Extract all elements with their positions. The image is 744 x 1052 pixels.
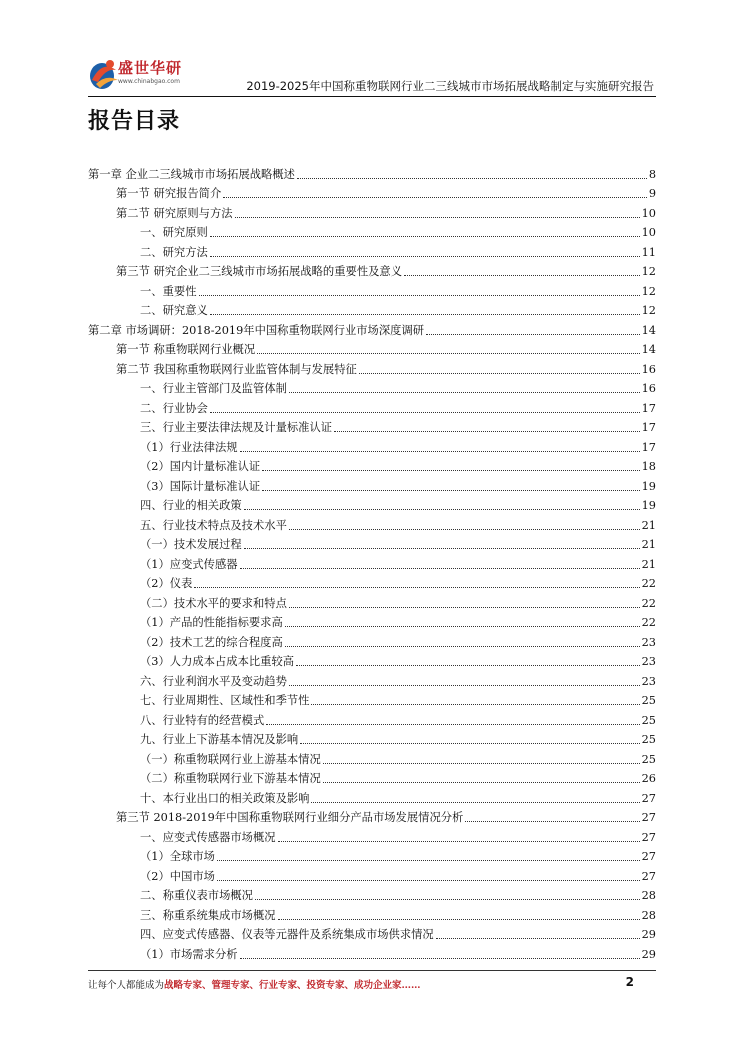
toc-entry-page: 16 xyxy=(641,362,656,376)
toc-entry-page: 17 xyxy=(641,421,656,434)
toc-entry-title: 第二节 我国称重物联网行业监管体制与发展特征 xyxy=(116,362,357,376)
toc-entry-page: 19 xyxy=(641,479,656,493)
toc-entry[interactable] xyxy=(88,825,656,845)
toc-entry-title: 第一节 研究报告简介 xyxy=(116,187,222,200)
toc-entry[interactable] xyxy=(88,747,656,767)
toc-leader-dots xyxy=(210,412,640,413)
toc-leader-dots xyxy=(210,314,640,315)
toc-entry-title: （1）全球市场 xyxy=(140,850,215,863)
toc-entry-title: 第二节 研究原则与方法 xyxy=(116,206,233,220)
toc-entry-title: 七、行业周期性、区域性和季节性 xyxy=(140,694,310,707)
toc-entry[interactable] xyxy=(88,396,656,416)
page-title: 报告目录 xyxy=(88,109,181,134)
toc-entry[interactable] xyxy=(88,669,656,689)
toc-leader-dots xyxy=(404,275,640,276)
toc-entry[interactable] xyxy=(88,299,656,319)
toc-leader-dots xyxy=(240,451,640,452)
toc-entry-page: 9 xyxy=(648,187,656,200)
toc-entry-title: 一、研究原则 xyxy=(140,226,208,239)
toc-leader-dots xyxy=(266,724,639,725)
toc-entry-page: 27 xyxy=(641,850,656,863)
toc-entry-title: 第三节 研究企业二三线城市市场拓展战略的重要性及意义 xyxy=(116,265,403,278)
footer-slogan-highlight: 战略专家、管理专家、行业专家、投资专家、成功企业家…… xyxy=(164,980,421,991)
toc-entry-title: 四、行业的相关政策 xyxy=(140,499,242,512)
toc-leader-dots xyxy=(285,626,640,627)
toc-entry-title: 第二章 市场调研：2018-2019年中国称重物联网行业市场深度调研 xyxy=(88,323,425,337)
toc-entry-page: 29 xyxy=(641,928,656,941)
toc-leader-dots xyxy=(289,529,640,530)
toc-leader-dots xyxy=(210,256,640,257)
toc-entry-page: 8 xyxy=(648,167,656,181)
page-number: 2 xyxy=(625,975,634,989)
toc-entry[interactable] xyxy=(88,201,656,221)
toc-entry-page: 26 xyxy=(641,772,656,785)
toc-leader-dots xyxy=(278,841,640,842)
toc-entry-page: 25 xyxy=(641,694,656,707)
toc-leader-dots xyxy=(257,353,639,354)
toc-entry[interactable] xyxy=(88,318,656,338)
toc-leader-dots xyxy=(289,392,640,393)
toc-entry[interactable] xyxy=(88,435,656,455)
toc-entry-page: 22 xyxy=(641,596,656,610)
toc-entry[interactable] xyxy=(88,806,656,826)
toc-entry[interactable] xyxy=(88,338,656,358)
toc-entry-page: 21 xyxy=(641,557,656,571)
toc-entry[interactable] xyxy=(88,864,656,884)
toc-entry[interactable] xyxy=(88,377,656,397)
toc-leader-dots xyxy=(289,607,640,608)
toc-entry-title: （1）产品的性能指标要求高 xyxy=(140,616,283,629)
toc-entry-title: 一、重要性 xyxy=(140,284,197,298)
toc-entry[interactable] xyxy=(88,182,656,202)
toc-leader-dots xyxy=(285,646,640,647)
footer-slogan-prefix: 让每个人都能成为 xyxy=(88,980,165,991)
toc-entry-title: （2）中国市场 xyxy=(140,869,215,883)
logo-url: www.chinabgao.com xyxy=(118,78,180,85)
toc-entry-page: 17 xyxy=(641,440,656,454)
toc-entry-page: 25 xyxy=(641,752,656,766)
toc-entry[interactable] xyxy=(88,240,656,260)
toc-entry-page: 21 xyxy=(641,518,656,532)
toc-entry[interactable] xyxy=(88,728,656,748)
toc-leader-dots xyxy=(240,958,640,959)
toc-entry[interactable] xyxy=(88,884,656,904)
toc-entry[interactable] xyxy=(88,845,656,865)
toc-entry-page: 27 xyxy=(641,869,656,883)
toc-entry-page: 16 xyxy=(641,382,656,395)
toc-entry[interactable] xyxy=(88,513,656,533)
toc-entry-page: 10 xyxy=(641,206,656,220)
toc-entry[interactable] xyxy=(88,923,656,943)
toc-leader-dots xyxy=(278,919,640,920)
toc-entry[interactable] xyxy=(88,221,656,241)
toc-entry-title: 六、行业利润水平及变动趋势 xyxy=(140,674,287,688)
toc-entry-title: （1）市场需求分析 xyxy=(140,947,238,961)
toc-leader-dots xyxy=(262,470,639,471)
toc-entry-page: 21 xyxy=(641,538,656,551)
toc-leader-dots xyxy=(300,743,639,744)
toc-entry[interactable] xyxy=(88,767,656,787)
toc-entry-page: 27 xyxy=(641,830,656,844)
table-of-contents xyxy=(88,162,656,962)
toc-entry[interactable] xyxy=(88,455,656,475)
toc-entry-page: 14 xyxy=(641,323,656,337)
toc-entry[interactable] xyxy=(88,474,656,494)
toc-leader-dots xyxy=(323,763,640,764)
toc-entry-title: （3）国际计量标准认证 xyxy=(140,479,261,493)
toc-leader-dots xyxy=(244,509,640,510)
toc-entry-page: 25 xyxy=(641,733,656,746)
toc-entry-title: 第三节 2018-2019年中国称重物联网行业细分产品市场发展情况分析 xyxy=(116,811,464,824)
toc-leader-dots xyxy=(465,821,639,822)
toc-leader-dots xyxy=(244,548,640,549)
toc-entry-title: 第一章 企业二三线城市市场拓展战略概述 xyxy=(88,167,295,181)
toc-entry[interactable] xyxy=(88,630,656,650)
toc-entry-title: （一）称重物联网行业上游基本情况 xyxy=(140,752,321,766)
toc-entry-title: （一）技术发展过程 xyxy=(140,538,242,551)
toc-leader-dots xyxy=(359,373,640,374)
toc-entry-page: 27 xyxy=(641,791,656,805)
toc-entry-title: 五、行业技术特点及技术水平 xyxy=(140,518,287,532)
toc-entry-page: 23 xyxy=(641,655,656,668)
toc-leader-dots xyxy=(311,704,639,705)
toc-entry-title: 三、称重系统集成市场概况 xyxy=(140,908,276,922)
toc-leader-dots xyxy=(289,685,640,686)
toc-entry-page: 29 xyxy=(641,947,656,961)
toc-entry[interactable] xyxy=(88,591,656,611)
toc-entry-title: 一、应变式传感器市场概况 xyxy=(140,830,276,844)
toc-entry[interactable] xyxy=(88,552,656,572)
toc-leader-dots xyxy=(323,782,640,783)
toc-entry[interactable] xyxy=(88,533,656,553)
toc-entry-title: 二、称重仪表市场概况 xyxy=(140,889,253,902)
toc-entry[interactable] xyxy=(88,162,656,182)
toc-leader-dots xyxy=(334,431,640,432)
toc-entry-title: （2）仪表 xyxy=(140,577,193,590)
toc-entry-page: 12 xyxy=(641,265,656,278)
toc-leader-dots xyxy=(194,587,639,588)
toc-leader-dots xyxy=(223,197,647,198)
toc-entry-title: 二、研究方法 xyxy=(140,245,208,259)
toc-entry[interactable] xyxy=(88,357,656,377)
toc-entry-title: （1）行业法律法规 xyxy=(140,440,238,454)
toc-leader-dots xyxy=(297,178,647,179)
toc-entry-title: （二）称重物联网行业下游基本情况 xyxy=(140,772,321,785)
toc-leader-dots xyxy=(217,860,640,861)
toc-leader-dots xyxy=(426,334,640,335)
toc-entry-page: 27 xyxy=(641,811,656,824)
toc-entry-title: （1）应变式传感器 xyxy=(140,557,238,571)
toc-entry-page: 23 xyxy=(641,635,656,649)
toc-entry-title: 二、行业协会 xyxy=(140,401,208,415)
toc-leader-dots xyxy=(199,295,640,296)
toc-entry-page: 14 xyxy=(641,343,656,356)
toc-leader-dots xyxy=(217,880,640,881)
toc-entry[interactable] xyxy=(88,416,656,436)
toc-entry-page: 11 xyxy=(641,245,656,259)
toc-entry[interactable] xyxy=(88,650,656,670)
toc-entry[interactable] xyxy=(88,942,656,962)
toc-leader-dots xyxy=(235,217,640,218)
toc-entry-title: 十、本行业出口的相关政策及影响 xyxy=(140,791,310,805)
toc-entry[interactable] xyxy=(88,689,656,709)
toc-entry[interactable] xyxy=(88,279,656,299)
toc-entry-title: （2）技术工艺的综合程度高 xyxy=(140,635,283,649)
toc-entry-page: 28 xyxy=(641,889,656,902)
toc-leader-dots xyxy=(296,665,640,666)
toc-entry-title: （2）国内计量标准认证 xyxy=(140,460,261,473)
footer-slogan xyxy=(88,977,421,991)
toc-entry-title: 九、行业上下游基本情况及影响 xyxy=(140,733,299,746)
toc-entry[interactable] xyxy=(88,611,656,631)
toc-entry-page: 18 xyxy=(641,460,656,473)
toc-entry-title: 一、行业主管部门及监管体制 xyxy=(140,382,287,395)
toc-entry-page: 25 xyxy=(641,713,656,727)
toc-entry-page: 12 xyxy=(641,304,656,317)
toc-entry-title: 八、行业特有的经营模式 xyxy=(140,713,265,727)
toc-entry-title: 二、研究意义 xyxy=(140,304,208,317)
toc-entry-page: 22 xyxy=(641,577,656,590)
toc-entry-title: 四、应变式传感器、仪表等元器件及系统集成市场供求情况 xyxy=(140,928,434,941)
logo-name: 盛世华研 xyxy=(118,59,183,77)
toc-entry[interactable] xyxy=(88,494,656,514)
toc-entry-page: 23 xyxy=(641,674,656,688)
toc-entry-title: （二）技术水平的要求和特点 xyxy=(140,596,287,610)
toc-entry-title: 三、行业主要法律法规及计量标准认证 xyxy=(140,421,333,434)
report-title: 2019-2025年中国称重物联网行业二三线城市市场拓展战略制定与实施研究报告 xyxy=(246,79,654,93)
toc-entry-page: 12 xyxy=(641,284,656,298)
footer-divider xyxy=(88,970,656,971)
toc-entry-page: 10 xyxy=(641,226,656,239)
toc-entry[interactable] xyxy=(88,572,656,592)
toc-entry-title: 第一节 称重物联网行业概况 xyxy=(116,343,256,356)
toc-entry-page: 19 xyxy=(641,499,656,512)
toc-leader-dots xyxy=(311,802,639,803)
toc-leader-dots xyxy=(436,938,640,939)
toc-entry[interactable] xyxy=(88,786,656,806)
toc-entry-page: 28 xyxy=(641,908,656,922)
toc-entry-page: 17 xyxy=(641,401,656,415)
toc-leader-dots xyxy=(255,899,640,900)
toc-entry[interactable] xyxy=(88,903,656,923)
header-divider xyxy=(88,96,656,97)
toc-entry[interactable] xyxy=(88,708,656,728)
toc-entry-page: 22 xyxy=(641,616,656,629)
toc-entry[interactable] xyxy=(88,260,656,280)
toc-leader-dots xyxy=(240,568,640,569)
toc-leader-dots xyxy=(262,490,639,491)
toc-leader-dots xyxy=(210,236,640,237)
toc-entry-title: （3）人力成本占成本比重较高 xyxy=(140,655,295,668)
